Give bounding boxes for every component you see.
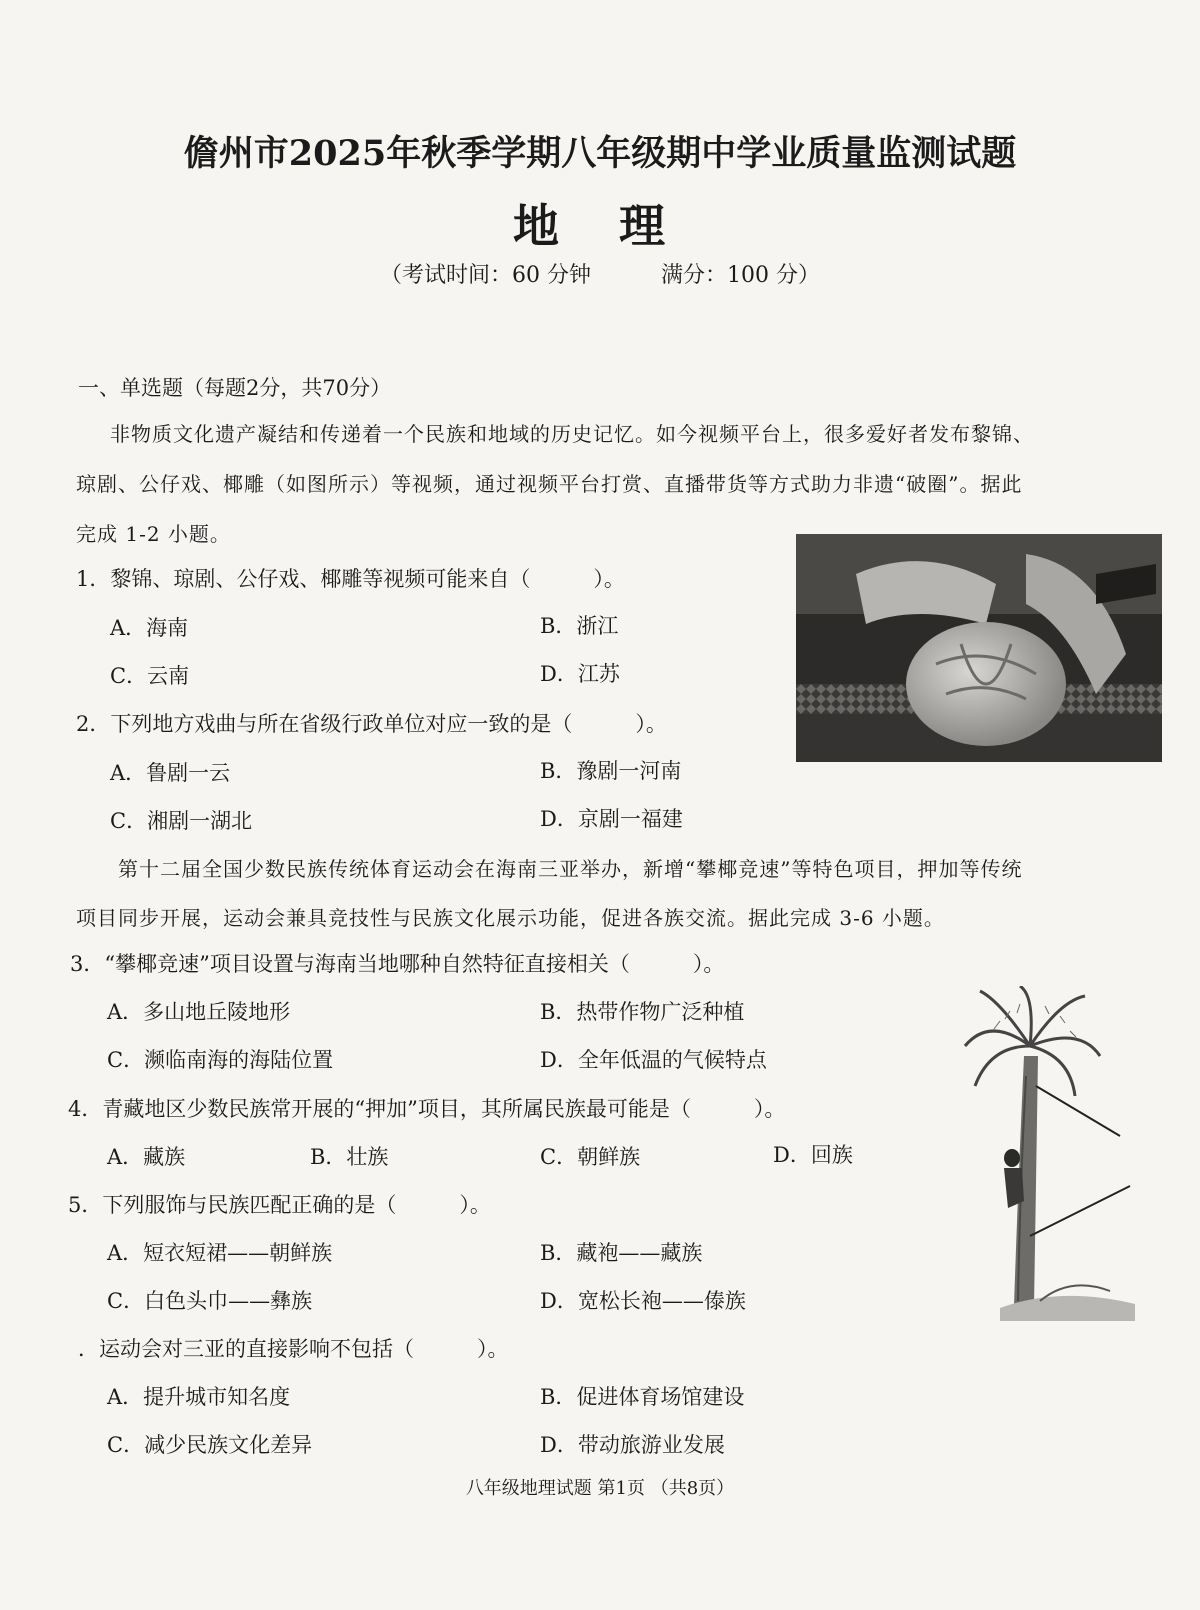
exam-score: 满分：100 分）	[661, 263, 820, 288]
page-footer: 八年级地理试题 第1页 （共8页）	[465, 1478, 735, 1499]
question-1-option-a[interactable]: A．海南	[110, 616, 189, 640]
question-1-option-c[interactable]: C．云南	[110, 664, 190, 688]
question-3-option-a[interactable]: A．多山地丘陵地形	[107, 1000, 291, 1024]
question-1-stem: 1．黎锦、琼剧、公仔戏、椰雕等视频可能来自（ ）。	[76, 567, 625, 591]
question-2-option-a[interactable]: A．鲁剧一云	[110, 761, 231, 785]
section-heading: 一、单选题（每题2分，共70分）	[78, 376, 392, 400]
question-5-option-d[interactable]: D．宽松长袍——傣族	[540, 1289, 746, 1313]
question-6-option-d[interactable]: D．带动旅游业发展	[540, 1433, 725, 1457]
question-4-option-b[interactable]: B．壮族	[310, 1145, 389, 1169]
coconut-tree-climbing-photo	[960, 986, 1150, 1321]
question-2-option-c[interactable]: C．湘剧一湖北	[110, 809, 253, 833]
question-3-option-c[interactable]: C．濒临南海的海陆位置	[107, 1048, 334, 1072]
question-6-option-c[interactable]: C．减少民族文化差异	[107, 1433, 313, 1457]
question-1-option-d[interactable]: D．江苏	[540, 662, 620, 686]
passage1-line2: 琼剧、公仔戏、椰雕（如图所示）等视频，通过视频平台打赏、直播带货等方式助力非遗“破圈”。据此	[76, 472, 1023, 496]
passage1-line3: 完成 1-2 小题。	[76, 522, 231, 546]
question-5-option-a[interactable]: A．短衣短裙——朝鲜族	[107, 1241, 333, 1265]
question-5-option-b[interactable]: B．藏袍——藏族	[540, 1241, 703, 1265]
passage1-line1: 非物质文化遗产凝结和传递着一个民族和地域的历史记忆。如今视频平台上，很多爱好者发布黎锦、	[110, 422, 1034, 446]
question-2-option-d[interactable]: D．京剧一福建	[540, 807, 683, 831]
passage2-line1: 第十二届全国少数民族传统体育运动会在海南三亚举办，新增“攀椰竞速”等特色项目，押加等传统	[118, 857, 1023, 881]
question-4-option-a[interactable]: A．藏族	[107, 1145, 186, 1169]
subject-title: 地 理	[512, 199, 687, 253]
question-3-stem: 3．“攀椰竞速”项目设置与海南当地哪种自然特征直接相关（ ）。	[70, 952, 725, 976]
question-2-option-b[interactable]: B．豫剧一河南	[540, 759, 682, 783]
question-3-option-d[interactable]: D．全年低温的气候特点	[540, 1048, 767, 1072]
exam-info	[0, 258, 1200, 289]
passage2-line2: 项目同步开展，运动会兼具竞技性与民族文化展示功能，促进各族交流。据此完成 3-6 小题。	[76, 906, 945, 930]
question-4-stem: 4．青藏地区少数民族常开展的“押加”项目，其所属民族最可能是（ ）。	[68, 1097, 786, 1121]
coconut-carving-photo	[796, 534, 1162, 762]
question-4-option-d[interactable]: D．回族	[773, 1143, 853, 1167]
question-4-option-c[interactable]: C．朝鲜族	[540, 1145, 641, 1169]
question-6-option-a[interactable]: A．提升城市知名度	[107, 1385, 291, 1409]
question-5-stem: 5．下列服饰与民族匹配正确的是（ ）。	[68, 1193, 491, 1217]
question-5-option-c[interactable]: C．白色头巾——彝族	[107, 1289, 313, 1313]
question-2-stem: 2．下列地方戏曲与所在省级行政单位对应一致的是（ ）。	[76, 712, 667, 736]
question-6-option-b[interactable]: B．促进体育场馆建设	[540, 1385, 745, 1409]
question-3-option-b[interactable]: B．热带作物广泛种植	[540, 1000, 745, 1024]
exam-title: 儋州市2025年秋季学期八年级期中学业质量监测试题	[183, 133, 1017, 174]
question-1-option-b[interactable]: B．浙江	[540, 614, 619, 638]
question-6-stem: ．运动会对三亚的直接影响不包括（ ）。	[78, 1337, 509, 1361]
exam-time: （考试时间：60 分钟	[380, 263, 591, 288]
